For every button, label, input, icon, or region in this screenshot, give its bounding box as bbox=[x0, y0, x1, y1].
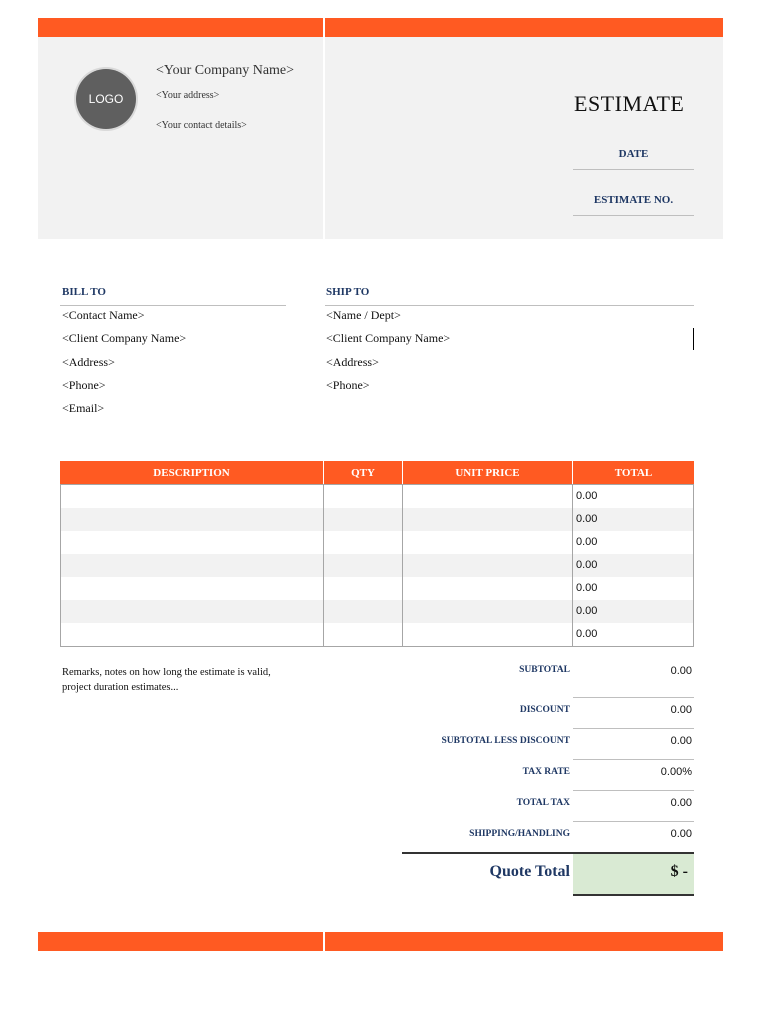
row-total: 0.00 bbox=[576, 582, 598, 594]
ship-to-name-dept[interactable]: <Name / Dept> bbox=[326, 308, 401, 322]
row-total: 0.00 bbox=[576, 628, 598, 640]
table-row[interactable] bbox=[61, 600, 693, 623]
bill-to-address[interactable]: <Address> bbox=[62, 355, 115, 369]
discount-value[interactable]: 0.00 bbox=[670, 704, 692, 716]
estimate-number-label: ESTIMATE NO. bbox=[593, 194, 674, 206]
company-contact-details[interactable]: <Your contact details> bbox=[156, 120, 247, 131]
quote-total-label: Quote Total bbox=[489, 863, 570, 880]
column-header-total: TOTAL bbox=[573, 461, 694, 484]
column-header-qty: QTY bbox=[324, 461, 402, 484]
bill-to-phone[interactable]: <Phone> bbox=[62, 378, 106, 392]
table-row[interactable] bbox=[61, 577, 693, 600]
row-total: 0.00 bbox=[576, 559, 598, 571]
bill-to-email[interactable]: <Email> bbox=[62, 401, 105, 415]
table-row[interactable] bbox=[61, 508, 693, 531]
table-row[interactable] bbox=[61, 623, 693, 646]
date-label: DATE bbox=[618, 148, 649, 160]
items-table bbox=[60, 484, 694, 647]
subtotal-label: SUBTOTAL bbox=[519, 665, 570, 675]
company-logo bbox=[76, 69, 136, 129]
bill-to-company-name[interactable]: <Client Company Name> bbox=[62, 331, 187, 345]
column-divider bbox=[323, 484, 324, 647]
summary-divider bbox=[573, 790, 694, 791]
subtotal-less-discount-label: SUBTOTAL LESS DISCOUNT bbox=[441, 736, 570, 746]
ship-to-phone[interactable]: <Phone> bbox=[326, 378, 370, 392]
shipping-handling-value[interactable]: 0.00 bbox=[670, 828, 692, 840]
top-accent-bar-left bbox=[38, 18, 323, 37]
row-total: 0.00 bbox=[576, 536, 598, 548]
bill-to-contact-name[interactable]: <Contact Name> bbox=[62, 308, 145, 322]
ship-to-address[interactable]: <Address> bbox=[326, 355, 379, 369]
bottom-accent-bar-left bbox=[38, 932, 323, 951]
bill-to-heading: BILL TO bbox=[62, 286, 106, 298]
discount-label: DISCOUNT bbox=[519, 705, 570, 715]
bottom-accent-bar-right bbox=[325, 932, 723, 951]
row-total: 0.00 bbox=[576, 490, 598, 502]
top-accent-bar-right bbox=[325, 18, 723, 37]
row-total: 0.00 bbox=[576, 605, 598, 617]
table-row[interactable] bbox=[61, 531, 693, 554]
estimate-info-panel bbox=[325, 37, 723, 239]
column-header-unit-price: UNIT PRICE bbox=[403, 461, 572, 484]
company-name[interactable]: <Your Company Name> bbox=[156, 63, 295, 78]
logo-text: LOGO bbox=[88, 92, 124, 106]
summary-divider bbox=[573, 759, 694, 760]
summary-divider bbox=[573, 697, 694, 698]
remarks-text[interactable]: Remarks, notes on how long the estimate is valid, project duration estimates... bbox=[62, 667, 271, 693]
tax-rate-label: TAX RATE bbox=[522, 767, 570, 777]
ship-to-divider bbox=[325, 305, 694, 306]
ship-to-company-name[interactable]: <Client Company Name> bbox=[326, 331, 451, 345]
total-tax-value: 0.00 bbox=[670, 797, 692, 809]
summary-divider bbox=[573, 728, 694, 729]
column-header-description: DESCRIPTION bbox=[60, 461, 323, 484]
column-divider bbox=[572, 484, 573, 647]
subtotal-less-discount-value: 0.00 bbox=[670, 735, 692, 747]
tax-rate-value[interactable]: 0.00% bbox=[660, 766, 692, 778]
date-field-underline bbox=[573, 169, 694, 170]
estimate-number-underline bbox=[573, 215, 694, 216]
row-total: 0.00 bbox=[576, 513, 598, 525]
text-cursor bbox=[693, 328, 694, 350]
shipping-handling-label: SHIPPING/HANDLING bbox=[469, 829, 570, 839]
table-row[interactable] bbox=[61, 485, 693, 508]
quote-total-value: $ - bbox=[670, 863, 688, 880]
company-address[interactable]: <Your address> bbox=[156, 90, 220, 101]
document-title: ESTIMATE bbox=[574, 91, 685, 116]
summary-divider bbox=[573, 821, 694, 822]
column-divider bbox=[402, 484, 403, 647]
table-row[interactable] bbox=[61, 554, 693, 577]
bill-to-divider bbox=[60, 305, 286, 306]
quote-total-bottom-rule bbox=[573, 894, 694, 896]
subtotal-value: 0.00 bbox=[670, 665, 692, 677]
total-tax-label: TOTAL TAX bbox=[516, 798, 570, 808]
ship-to-heading: SHIP TO bbox=[326, 286, 370, 298]
